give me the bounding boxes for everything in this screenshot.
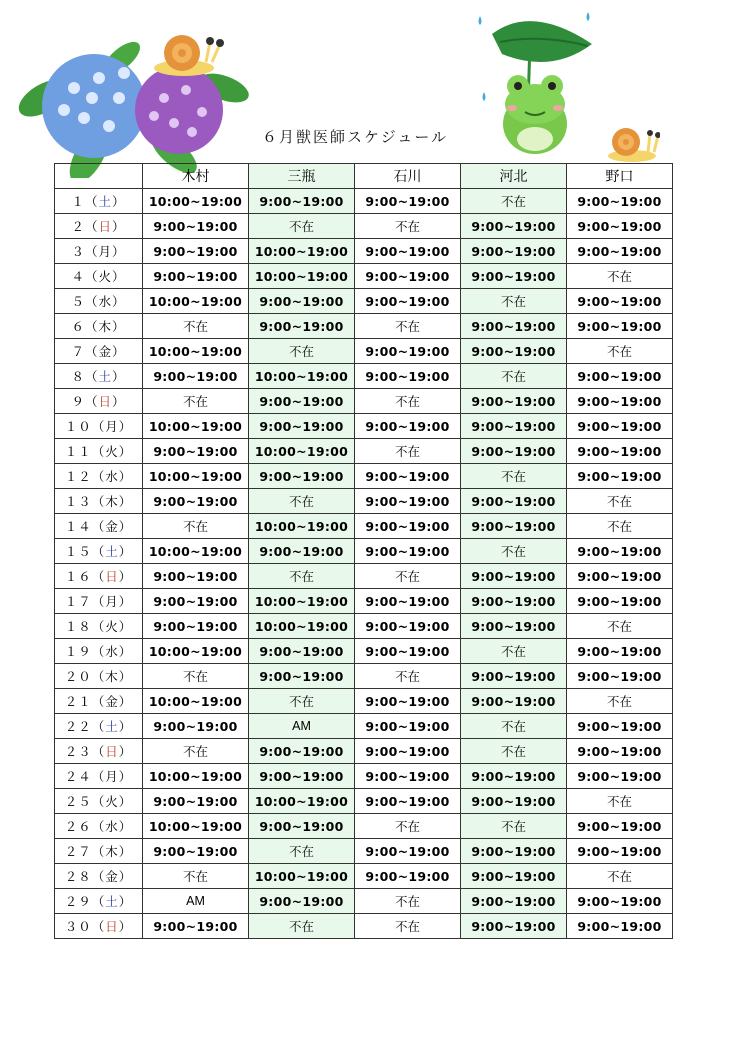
- schedule-cell: 不在: [249, 339, 355, 364]
- snail-icon: [154, 35, 224, 76]
- table-row: [55, 389, 673, 414]
- schedule-cell: 9:00~19:00: [567, 639, 673, 664]
- schedule-cell: 不在: [355, 314, 461, 339]
- schedule-cell: 9:00~19:00: [355, 189, 461, 214]
- schedule-cell: 9:00~19:00: [461, 764, 567, 789]
- day-label: ８（土）: [55, 364, 143, 389]
- schedule-cell: 9:00~19:00: [143, 264, 249, 289]
- schedule-cell: 10:00~19:00: [143, 414, 249, 439]
- schedule-cell: 9:00~19:00: [461, 439, 567, 464]
- schedule-cell: 9:00~19:00: [355, 764, 461, 789]
- schedule-cell: 10:00~19:00: [249, 864, 355, 889]
- schedule-cell: 9:00~19:00: [461, 514, 567, 539]
- schedule-cell: 不在: [355, 814, 461, 839]
- sunday-marker: 日: [105, 569, 119, 584]
- day-label: １５（土）: [55, 539, 143, 564]
- schedule-cell: 9:00~19:00: [143, 489, 249, 514]
- schedule-cell: 不在: [567, 789, 673, 814]
- header-ishikawa: 石川: [355, 164, 461, 189]
- schedule-cell: 9:00~19:00: [567, 889, 673, 914]
- day-label: ９（日）: [55, 389, 143, 414]
- sunday-marker: 日: [98, 394, 112, 409]
- schedule-cell: 9:00~19:00: [567, 714, 673, 739]
- table-row: [55, 564, 673, 589]
- schedule-cell: 9:00~19:00: [461, 339, 567, 364]
- table-row: [55, 264, 673, 289]
- schedule-cell: 9:00~19:00: [143, 714, 249, 739]
- table-row: [55, 414, 673, 439]
- schedule-cell: 9:00~19:00: [461, 314, 567, 339]
- schedule-table: [54, 163, 673, 939]
- schedule-cell: 不在: [567, 864, 673, 889]
- schedule-cell: 9:00~19:00: [567, 414, 673, 439]
- schedule-cell: 9:00~19:00: [355, 339, 461, 364]
- schedule-cell: 9:00~19:00: [461, 264, 567, 289]
- schedule-cell: 9:00~19:00: [143, 364, 249, 389]
- schedule-cell: 不在: [355, 389, 461, 414]
- day-label: ２３（日）: [55, 739, 143, 764]
- schedule-cell: 9:00~19:00: [355, 239, 461, 264]
- day-label: １０（月）: [55, 414, 143, 439]
- schedule-cell: 9:00~19:00: [567, 739, 673, 764]
- schedule-cell: 9:00~19:00: [355, 289, 461, 314]
- day-label: ５（水）: [55, 289, 143, 314]
- schedule-cell: 9:00~19:00: [143, 914, 249, 939]
- table-row: [55, 439, 673, 464]
- schedule-cell: 不在: [355, 664, 461, 689]
- schedule-body: [55, 189, 673, 939]
- day-label: １１（火）: [55, 439, 143, 464]
- saturday-marker: 土: [105, 544, 119, 559]
- schedule-cell: 10:00~19:00: [143, 189, 249, 214]
- schedule-cell: 不在: [461, 714, 567, 739]
- schedule-cell: 10:00~19:00: [249, 789, 355, 814]
- header-noguchi: 野口: [567, 164, 673, 189]
- schedule-cell: 不在: [461, 289, 567, 314]
- schedule-cell: 10:00~19:00: [143, 814, 249, 839]
- table-row: [55, 214, 673, 239]
- schedule-cell: 9:00~19:00: [355, 489, 461, 514]
- schedule-cell: 9:00~19:00: [567, 314, 673, 339]
- day-label: ４（火）: [55, 264, 143, 289]
- schedule-cell: 10:00~19:00: [143, 764, 249, 789]
- schedule-cell: 不在: [567, 339, 673, 364]
- schedule-cell: 9:00~19:00: [355, 689, 461, 714]
- table-row: [55, 289, 673, 314]
- table-row: [55, 339, 673, 364]
- frog-icon: [503, 75, 567, 154]
- sunday-marker: 日: [98, 219, 112, 234]
- schedule-cell: AM: [249, 714, 355, 739]
- schedule-cell: 9:00~19:00: [567, 539, 673, 564]
- schedule-cell: 9:00~19:00: [249, 814, 355, 839]
- table-row: [55, 489, 673, 514]
- schedule-cell: 不在: [249, 689, 355, 714]
- schedule-cell: 9:00~19:00: [461, 914, 567, 939]
- schedule-cell: 9:00~19:00: [461, 564, 567, 589]
- schedule-cell: 9:00~19:00: [567, 214, 673, 239]
- table-row: [55, 314, 673, 339]
- schedule-cell: AM: [143, 889, 249, 914]
- schedule-cell: 9:00~19:00: [461, 689, 567, 714]
- day-label: ６（木）: [55, 314, 143, 339]
- schedule-cell: 10:00~19:00: [143, 539, 249, 564]
- table-row: [55, 814, 673, 839]
- schedule-cell: 9:00~19:00: [249, 464, 355, 489]
- schedule-cell: 不在: [461, 814, 567, 839]
- schedule-cell: 9:00~19:00: [249, 639, 355, 664]
- schedule-cell: 10:00~19:00: [249, 589, 355, 614]
- schedule-cell: 9:00~19:00: [355, 589, 461, 614]
- table-row: [55, 514, 673, 539]
- sunday-marker: 日: [105, 919, 119, 934]
- day-label: １８（火）: [55, 614, 143, 639]
- schedule-cell: 10:00~19:00: [143, 464, 249, 489]
- schedule-cell: 9:00~19:00: [143, 439, 249, 464]
- day-label: ２（日）: [55, 214, 143, 239]
- schedule-cell: 9:00~19:00: [355, 714, 461, 739]
- table-row: [55, 239, 673, 264]
- schedule-cell: 9:00~19:00: [143, 614, 249, 639]
- schedule-cell: 不在: [355, 439, 461, 464]
- schedule-cell: 不在: [249, 489, 355, 514]
- hydrangea-illustration: [14, 28, 254, 178]
- table-row: [55, 914, 673, 939]
- table-row: [55, 764, 673, 789]
- purple-hydrangea-icon: [135, 66, 223, 154]
- schedule-cell: 10:00~19:00: [249, 264, 355, 289]
- table-row: [55, 864, 673, 889]
- schedule-cell: 不在: [567, 489, 673, 514]
- day-label: １９（水）: [55, 639, 143, 664]
- schedule-cell: 9:00~19:00: [249, 389, 355, 414]
- schedule-cell: 9:00~19:00: [567, 564, 673, 589]
- schedule-cell: 9:00~19:00: [567, 289, 673, 314]
- schedule-cell: 9:00~19:00: [461, 864, 567, 889]
- schedule-cell: 不在: [567, 689, 673, 714]
- schedule-cell: 不在: [143, 514, 249, 539]
- schedule-cell: 9:00~19:00: [249, 314, 355, 339]
- schedule-cell: 9:00~19:00: [355, 614, 461, 639]
- schedule-cell: 9:00~19:00: [143, 564, 249, 589]
- day-label: ２５（火）: [55, 789, 143, 814]
- schedule-cell: 9:00~19:00: [355, 539, 461, 564]
- schedule-cell: 不在: [143, 314, 249, 339]
- schedule-cell: 不在: [355, 214, 461, 239]
- schedule-cell: 不在: [249, 839, 355, 864]
- schedule-cell: 9:00~19:00: [567, 664, 673, 689]
- table-row: [55, 364, 673, 389]
- schedule-cell: 9:00~19:00: [249, 739, 355, 764]
- schedule-cell: 不在: [355, 889, 461, 914]
- schedule-cell: 9:00~19:00: [249, 539, 355, 564]
- schedule-cell: 不在: [461, 639, 567, 664]
- header-row: [55, 164, 673, 189]
- day-label: １（土）: [55, 189, 143, 214]
- schedule-cell: 9:00~19:00: [567, 464, 673, 489]
- schedule-cell: 10:00~19:00: [143, 639, 249, 664]
- schedule-cell: 9:00~19:00: [461, 614, 567, 639]
- schedule-cell: 不在: [249, 564, 355, 589]
- schedule-cell: 10:00~19:00: [249, 239, 355, 264]
- schedule-cell: 9:00~19:00: [461, 839, 567, 864]
- blue-hydrangea-icon: [42, 54, 146, 158]
- schedule-cell: 9:00~19:00: [355, 364, 461, 389]
- schedule-cell: 9:00~19:00: [249, 289, 355, 314]
- saturday-marker: 土: [98, 194, 112, 209]
- table-row: [55, 539, 673, 564]
- schedule-cell: 不在: [567, 514, 673, 539]
- schedule-cell: 9:00~19:00: [355, 639, 461, 664]
- schedule-cell: 9:00~19:00: [143, 239, 249, 264]
- schedule-cell: 9:00~19:00: [355, 464, 461, 489]
- schedule-cell: 9:00~19:00: [461, 239, 567, 264]
- schedule-cell: 9:00~19:00: [567, 189, 673, 214]
- schedule-cell: 不在: [143, 389, 249, 414]
- schedule-cell: 9:00~19:00: [355, 839, 461, 864]
- schedule-cell: 9:00~19:00: [567, 814, 673, 839]
- table-row: [55, 839, 673, 864]
- table-row: [55, 614, 673, 639]
- schedule-cell: 9:00~19:00: [567, 364, 673, 389]
- saturday-marker: 土: [105, 719, 119, 734]
- schedule-cell: 9:00~19:00: [461, 789, 567, 814]
- table-row: [55, 639, 673, 664]
- saturday-marker: 土: [105, 894, 119, 909]
- schedule-cell: 10:00~19:00: [249, 614, 355, 639]
- table-row: [55, 739, 673, 764]
- table-row: [55, 689, 673, 714]
- day-label: １６（日）: [55, 564, 143, 589]
- day-label: １２（水）: [55, 464, 143, 489]
- table-row: [55, 889, 673, 914]
- schedule-cell: 10:00~19:00: [143, 689, 249, 714]
- schedule-cell: 9:00~19:00: [143, 789, 249, 814]
- header-kahoku: 河北: [461, 164, 567, 189]
- schedule-cell: 不在: [461, 739, 567, 764]
- schedule-cell: 9:00~19:00: [461, 889, 567, 914]
- schedule-cell: 不在: [461, 464, 567, 489]
- schedule-cell: 不在: [143, 864, 249, 889]
- header-kimura: 木村: [143, 164, 249, 189]
- schedule-cell: 9:00~19:00: [249, 189, 355, 214]
- schedule-cell: 不在: [249, 214, 355, 239]
- day-label: ２１（金）: [55, 689, 143, 714]
- schedule-cell: 不在: [355, 564, 461, 589]
- day-label: ７（金）: [55, 339, 143, 364]
- sunday-marker: 日: [105, 744, 119, 759]
- table-row: [55, 714, 673, 739]
- day-label: ２４（月）: [55, 764, 143, 789]
- schedule-cell: 9:00~19:00: [249, 414, 355, 439]
- schedule-cell: 9:00~19:00: [143, 214, 249, 239]
- schedule-cell: 不在: [461, 189, 567, 214]
- schedule-cell: 9:00~19:00: [355, 264, 461, 289]
- day-label: １７（月）: [55, 589, 143, 614]
- schedule-cell: 9:00~19:00: [461, 489, 567, 514]
- schedule-cell: 不在: [249, 914, 355, 939]
- schedule-cell: 9:00~19:00: [461, 664, 567, 689]
- schedule-cell: 不在: [355, 914, 461, 939]
- day-label: ２９（土）: [55, 889, 143, 914]
- day-label: １４（金）: [55, 514, 143, 539]
- schedule-cell: 10:00~19:00: [249, 439, 355, 464]
- day-label: ２０（木）: [55, 664, 143, 689]
- schedule-cell: 9:00~19:00: [249, 889, 355, 914]
- table-row: [55, 789, 673, 814]
- schedule-cell: 9:00~19:00: [567, 839, 673, 864]
- table-row: [55, 189, 673, 214]
- header-cell: [55, 164, 143, 189]
- schedule-cell: 9:00~19:00: [461, 214, 567, 239]
- table-row: [55, 589, 673, 614]
- table-row: [55, 464, 673, 489]
- schedule-cell: 9:00~19:00: [567, 914, 673, 939]
- schedule-cell: 不在: [567, 264, 673, 289]
- schedule-cell: 不在: [143, 739, 249, 764]
- schedule-cell: 10:00~19:00: [249, 514, 355, 539]
- saturday-marker: 土: [98, 369, 112, 384]
- schedule-cell: 9:00~19:00: [355, 514, 461, 539]
- schedule-cell: 9:00~19:00: [249, 764, 355, 789]
- page-title: ６月獣医師スケジュール: [262, 128, 449, 146]
- day-label: ２６（水）: [55, 814, 143, 839]
- day-label: ２８（金）: [55, 864, 143, 889]
- schedule-cell: 9:00~19:00: [567, 389, 673, 414]
- header-sanpei: 三瓶: [249, 164, 355, 189]
- schedule-cell: 9:00~19:00: [461, 414, 567, 439]
- schedule-cell: 不在: [461, 539, 567, 564]
- schedule-cell: 9:00~19:00: [567, 764, 673, 789]
- day-label: ２２（土）: [55, 714, 143, 739]
- schedule-cell: 9:00~19:00: [567, 439, 673, 464]
- day-label: ３（月）: [55, 239, 143, 264]
- schedule-cell: 9:00~19:00: [355, 789, 461, 814]
- schedule-cell: 9:00~19:00: [355, 739, 461, 764]
- schedule-cell: 9:00~19:00: [461, 589, 567, 614]
- schedule-cell: 不在: [143, 664, 249, 689]
- frog-umbrella-illustration: [470, 4, 600, 164]
- schedule-cell: 9:00~19:00: [461, 389, 567, 414]
- schedule-cell: 不在: [461, 364, 567, 389]
- schedule-cell: 9:00~19:00: [355, 864, 461, 889]
- snail-icon: [604, 120, 660, 164]
- day-label: ２７（木）: [55, 839, 143, 864]
- schedule-cell: 9:00~19:00: [143, 589, 249, 614]
- schedule-cell: 9:00~19:00: [355, 414, 461, 439]
- schedule-cell: 9:00~19:00: [567, 239, 673, 264]
- day-label: ３０（日）: [55, 914, 143, 939]
- schedule-cell: 10:00~19:00: [143, 339, 249, 364]
- schedule-cell: 9:00~19:00: [567, 589, 673, 614]
- table-row: [55, 664, 673, 689]
- schedule-cell: 9:00~19:00: [249, 664, 355, 689]
- schedule-cell: 不在: [567, 614, 673, 639]
- day-label: １３（木）: [55, 489, 143, 514]
- schedule-cell: 10:00~19:00: [143, 289, 249, 314]
- schedule-cell: 10:00~19:00: [249, 364, 355, 389]
- schedule-cell: 9:00~19:00: [143, 839, 249, 864]
